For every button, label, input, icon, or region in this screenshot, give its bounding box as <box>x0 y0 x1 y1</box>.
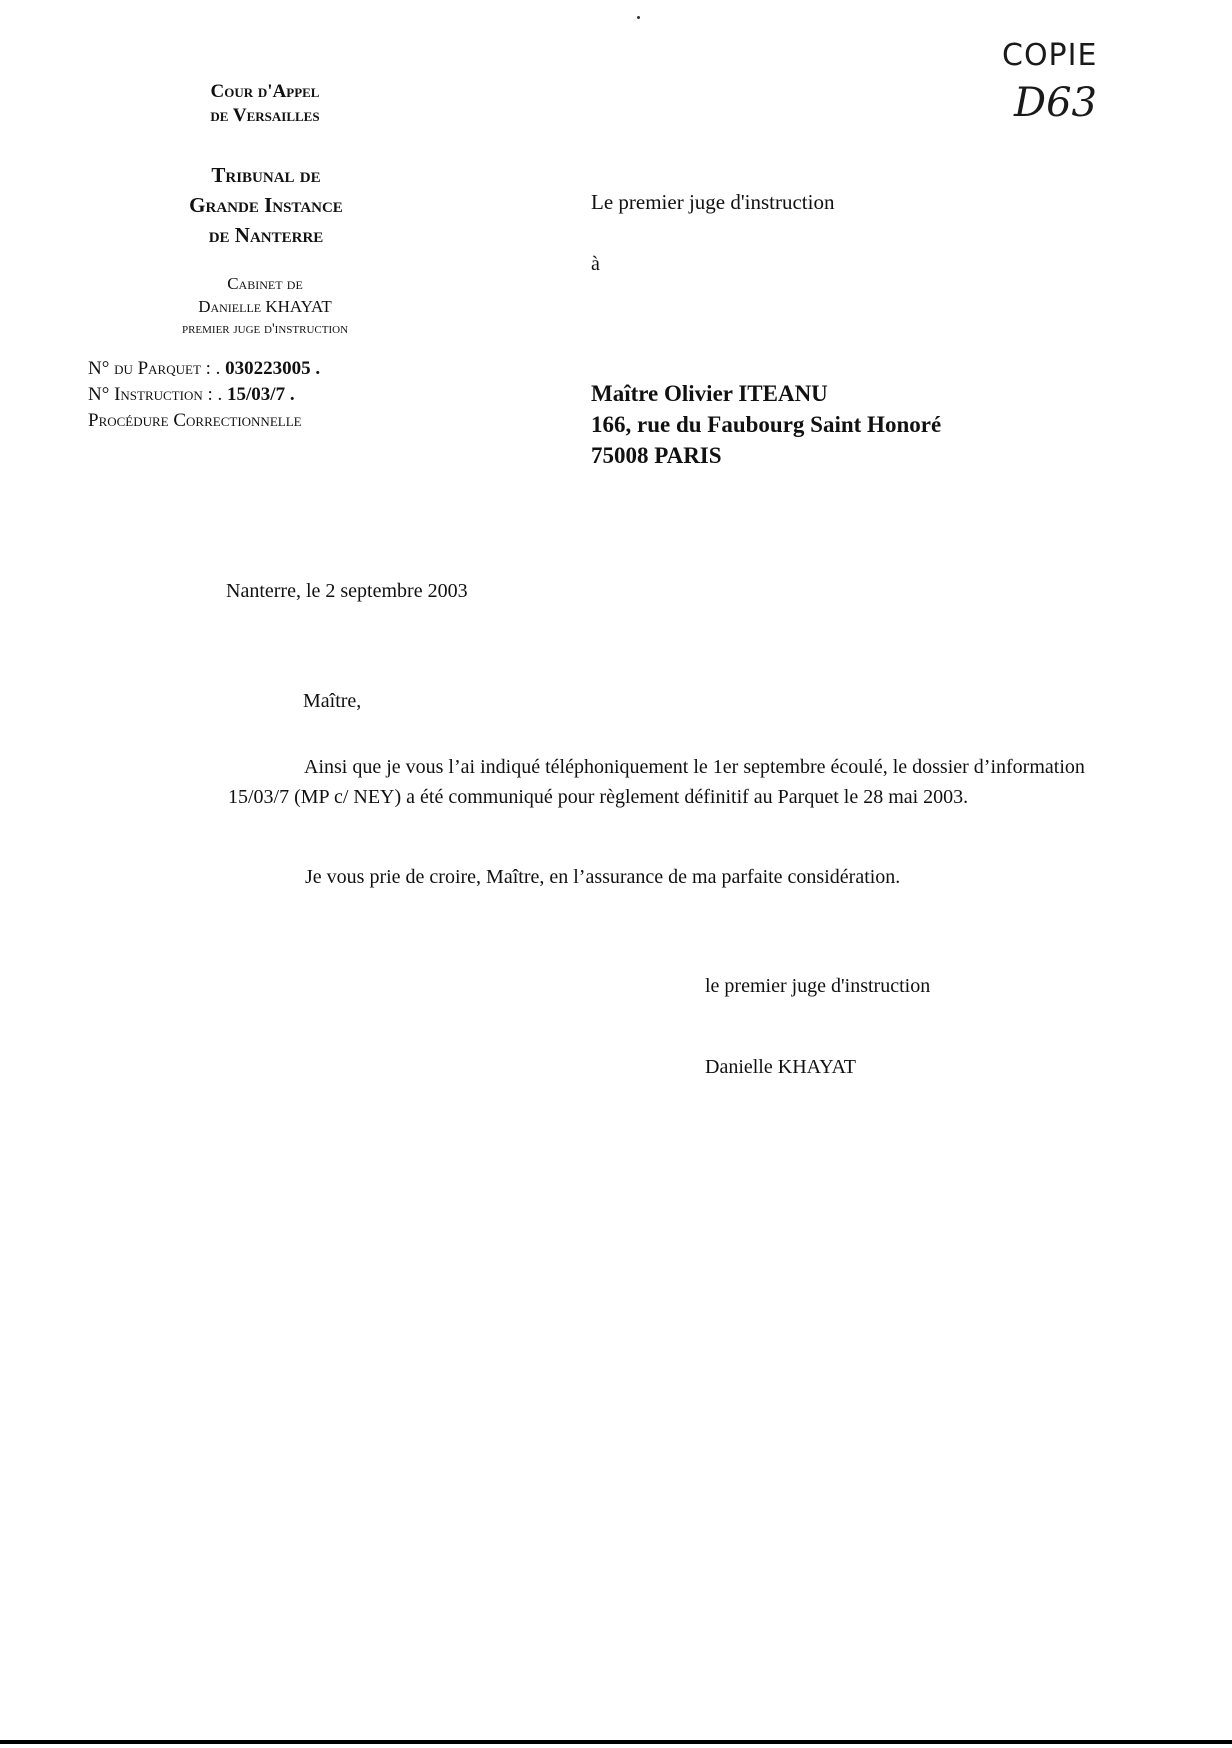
scan-speck <box>637 16 640 19</box>
letter-date: Nanterre, le 2 septembre 2003 <box>226 580 468 602</box>
body-paragraph-1-line-1: Ainsi que je vous l’ai indiqué téléphoniquement le 1er septembre écoulé, le dossier d’information <box>304 756 1085 778</box>
recipient-address <box>591 378 941 471</box>
cabinet-line-1: Cabinet de <box>227 274 303 293</box>
cabinet-heading <box>120 272 410 341</box>
signature-name: Danielle KHAYAT <box>705 1056 856 1078</box>
recipient-city: 75008 PARIS <box>591 443 722 468</box>
to-line: à <box>591 253 600 275</box>
body-paragraph-1-line-2: 15/03/7 (MP c/ NEY) a été communiqué pour règlement définitif au Parquet le 28 mai 2003. <box>228 786 969 808</box>
procedure-type: Procédure Correctionnelle <box>88 410 302 431</box>
tribunal-line-3: de Nanterre <box>208 223 324 247</box>
document-code: D63 <box>1014 80 1097 126</box>
court-line-2: de Versailles <box>210 105 320 126</box>
cabinet-judge-title: premier juge d'instruction <box>181 321 349 337</box>
closing-paragraph: Je vous prie de croire, Maître, en l’assurance de ma parfaite considération. <box>305 866 901 888</box>
cabinet-judge-name: Danielle KHAYAT <box>198 297 332 316</box>
court-heading <box>150 80 380 128</box>
signature-title: le premier juge d'instruction <box>705 975 931 997</box>
case-references <box>88 356 408 434</box>
body-paragraph-1 <box>228 752 1188 812</box>
court-line-1: Cour d'Appel <box>210 81 320 102</box>
instruction-number: 15/03/7 . <box>227 384 295 405</box>
parquet-number: 030223005 . <box>225 358 321 379</box>
parquet-reference <box>88 356 408 382</box>
scan-bottom-border <box>0 1740 1232 1744</box>
instruction-label: N° Instruction : . <box>88 384 223 405</box>
recipient-street: 166, rue du Faubourg Saint Honoré <box>591 412 942 437</box>
salutation: Maître, <box>303 690 362 712</box>
sender-line: Le premier juge d'instruction <box>591 190 835 214</box>
copy-stamp <box>1000 36 1130 136</box>
copy-stamp-label: COPIE <box>1002 38 1098 73</box>
tribunal-line-1: Tribunal de <box>211 163 321 187</box>
tribunal-line-2: Grande Instance <box>189 193 343 217</box>
recipient-name: Maître Olivier ITEANU <box>591 381 828 406</box>
tribunal-heading <box>126 160 406 250</box>
parquet-label: N° du Parquet : . <box>88 358 221 379</box>
instruction-reference <box>88 382 408 408</box>
